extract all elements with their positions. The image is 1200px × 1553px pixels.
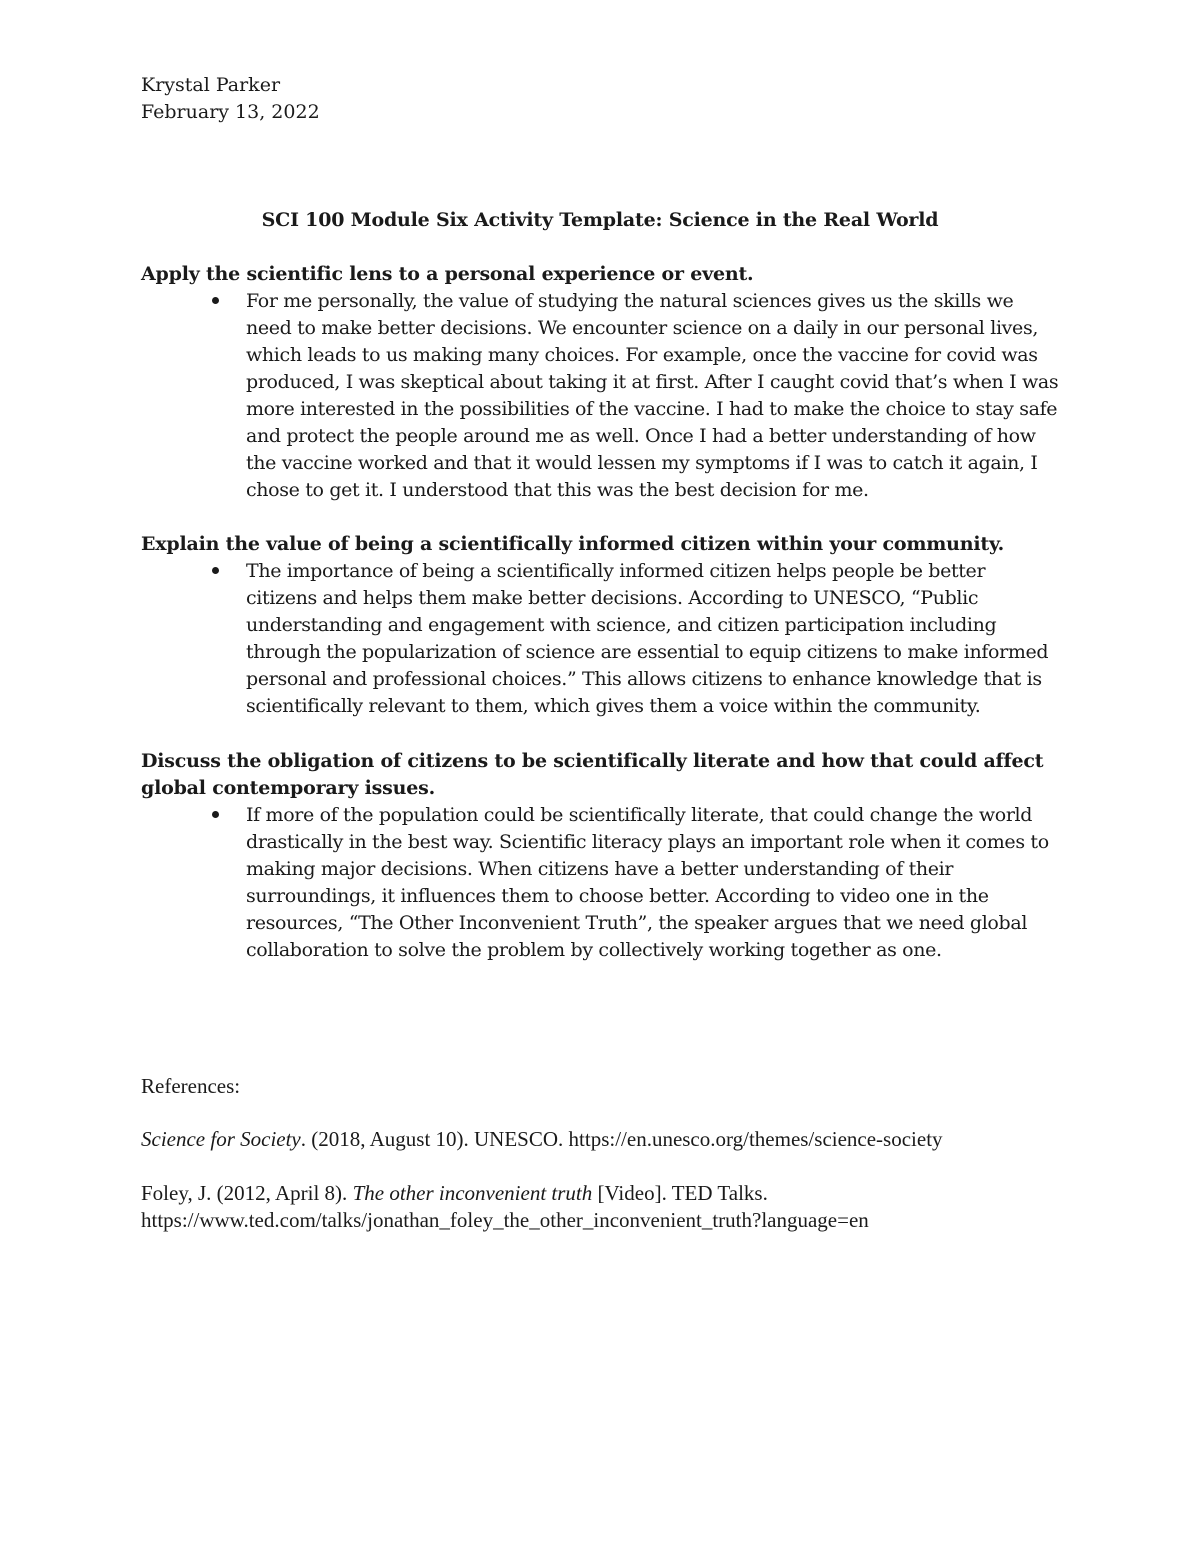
reference-author: Foley, J. (2012, April 8). bbox=[141, 1181, 353, 1205]
section-obligation bbox=[141, 748, 1066, 964]
bullet-text: The importance of being a scientifically informed citizen helps people be better citizens and helps them make better decisions. According to UNESCO, “Public understanding and engagement with science, and citizen participation including through the popularization of science are essential to equip citizens to make informed personal and professional choices.” This allows citizens to enhance knowledge that is scientifically relevant to them, which gives them a voice within the community. bbox=[246, 560, 1049, 717]
bullet-item bbox=[246, 802, 1061, 964]
reference-details: [Video]. TED Talks. bbox=[592, 1181, 768, 1205]
reference-entry bbox=[141, 1126, 1101, 1153]
reference-entry bbox=[141, 1180, 1101, 1234]
section-heading: Explain the value of being a scientifically informed citizen within your community. bbox=[141, 533, 1005, 555]
section-informed-citizen bbox=[141, 531, 1066, 720]
bullet-text: If more of the population could be scientifically literate, that could change the world drastically in the best way. Scientific literacy plays an important role when it comes to making major decisions. When citizens have a better understanding of their surroundings, it influences them to choose better. According to video one in the resources, “The Other Inconvenient Truth”, the speaker argues that we need global collaboration to solve the problem by collectively working together as one. bbox=[246, 804, 1049, 961]
document-title: SCI 100 Module Six Activity Template: Science in the Real World bbox=[261, 209, 939, 231]
reference-title: Science for Society bbox=[141, 1127, 301, 1151]
bullet-icon bbox=[212, 811, 219, 818]
author-name: Krystal Parker bbox=[141, 74, 281, 96]
document-date: February 13, 2022 bbox=[141, 101, 320, 123]
reference-title: The other inconvenient truth bbox=[352, 1181, 593, 1205]
section-apply-lens bbox=[141, 261, 1066, 504]
bullet-item bbox=[246, 288, 1061, 504]
section-heading: Apply the scientific lens to a personal experience or event. bbox=[141, 263, 754, 285]
reference-url: https://www.ted.com/talks/jonathan_foley_the_other_inconvenient_truth?language=en bbox=[141, 1208, 869, 1232]
section-heading: Discuss the obligation of citizens to be scientifically literate and how that could affect global contemporary issues. bbox=[141, 750, 1044, 799]
bullet-item bbox=[246, 558, 1061, 720]
bullet-icon bbox=[212, 567, 219, 574]
bullet-text: For me personally, the value of studying the natural sciences gives us the skills we need to make better decisions. We encounter science on a daily in our personal lives, which leads to us making many choices. For example, once the vaccine for covid was produced, I was skeptical about taking it at first. After I caught covid that’s when I was more interested in the possibilities of the vaccine. I had to make the choice to stay safe and protect the people around me as well. Once I had a better understanding of how the vaccine worked and that it would lessen my symptoms if I was to catch it again, I chose to get it. I understood that this was the best decision for me. bbox=[246, 290, 1059, 501]
references-label: References: bbox=[141, 1074, 241, 1098]
bullet-icon bbox=[212, 297, 219, 304]
reference-details: . (2018, August 10). UNESCO. https://en.unesco.org/themes/science-society bbox=[300, 1127, 943, 1151]
